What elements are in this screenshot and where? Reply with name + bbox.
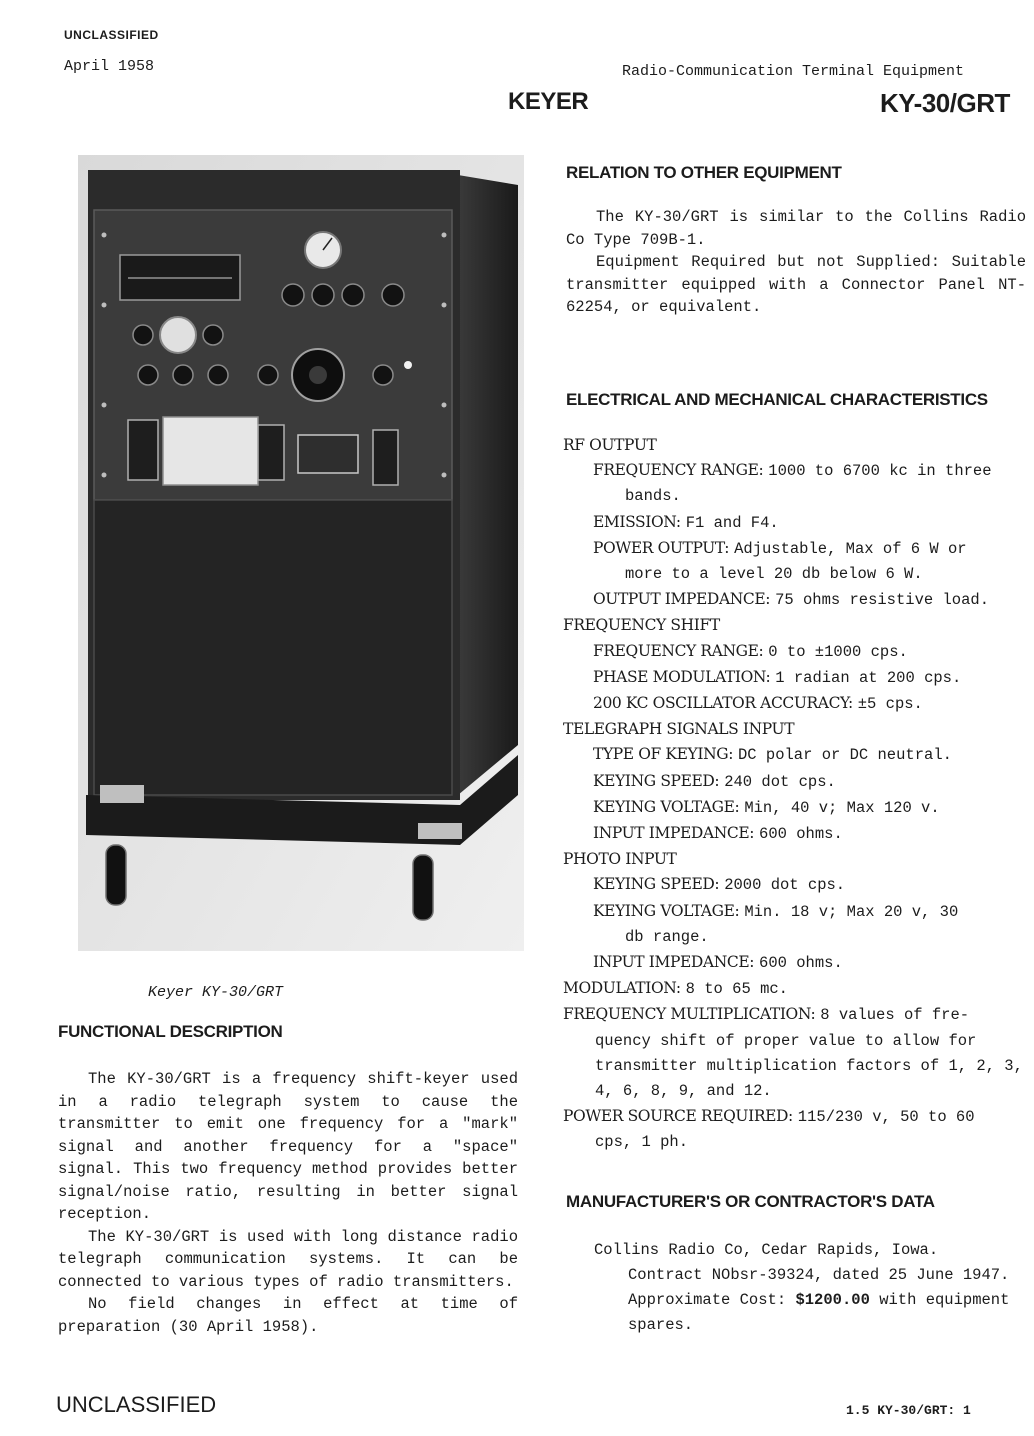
functional-paragraph-2: The KY-30/GRT is used with long distance radio telegraph communication systems. It can be connected to various types of radio transmitters.: [58, 1227, 518, 1291]
photo-keying-voltage-value: Min. 18 v; Max 20 v, 30: [744, 902, 959, 921]
telegraph-keying-speed-label: KEYING SPEED:: [593, 771, 720, 790]
modulation-value: 8 to 65 mc.: [685, 980, 788, 999]
publication-date: April 1958: [64, 58, 155, 75]
telegraph-keying-type: [563, 742, 1025, 768]
rf-frequency-range-label: FREQUENCY RANGE:: [593, 461, 764, 480]
rf-frequency-range-continuation: bands.: [625, 487, 681, 506]
oscillator-accuracy-value: ±5 cps.: [857, 695, 923, 714]
photo-input-impedance: [563, 950, 1025, 976]
photo-keying-speed-value: 2000 dot cps.: [724, 876, 846, 895]
photo-keying-speed-label: KEYING SPEED:: [593, 875, 720, 894]
relation-heading: RELATION TO OTHER EQUIPMENT: [566, 163, 842, 182]
classification-marking-top: UNCLASSIFIED: [64, 28, 159, 42]
functional-paragraph-1: The KY-30/GRT is a frequency shift-keyer used in a radio telegraph system to cause the transmitter to emit one frequency for a "mark" signal and another frequency for a "space" signal. This two frequency method provides better signal/noise ratio, resulting in better signal reception.: [58, 1070, 518, 1223]
rf-power-output: [563, 536, 1025, 587]
rf-emission-label: EMISSION:: [593, 512, 681, 531]
power-source-value: 115/230 v, 50 to 60: [797, 1108, 975, 1127]
power-source-continuation: cps, 1 ph.: [595, 1133, 689, 1152]
photo-input-impedance-label: INPUT IMPEDANCE:: [593, 953, 755, 972]
telegraph-keying-voltage-label: KEYING VOLTAGE:: [593, 797, 740, 816]
photo-keying-speed: [563, 872, 1025, 898]
photo-keying-voltage-continuation: db range.: [625, 927, 709, 946]
telegraph-keying-voltage-value: Min, 40 v; Max 120 v.: [744, 798, 940, 817]
frequency-shift-label: FREQUENCY SHIFT: [563, 616, 720, 635]
functional-description-heading: FUNCTIONAL DESCRIPTION: [58, 1022, 283, 1041]
shift-frequency-range: [563, 639, 1025, 665]
modulation-label: MODULATION:: [563, 979, 681, 998]
telegraph-keying-type-value: DC polar or DC neutral.: [737, 746, 952, 765]
photo-caption: Keyer KY-30/GRT: [148, 984, 284, 1001]
phase-modulation-label: PHASE MODULATION:: [593, 667, 771, 686]
manufacturer-cost: [594, 1288, 1026, 1338]
photo-input-impedance-value: 600 ohms.: [759, 954, 843, 973]
document-title: KEYER: [508, 88, 589, 115]
relation-body: [566, 206, 1026, 319]
photo-input-label: PHOTO INPUT: [563, 850, 677, 869]
functional-description-body: [58, 1068, 518, 1338]
equipment-category: Radio-Communication Terminal Equipment: [622, 63, 965, 80]
oscillator-accuracy-label: 200 KC OSCILLATOR ACCURACY:: [593, 694, 853, 713]
relation-paragraph-2: Equipment Required but not Supplied: Suitable transmitter equipped with a Connector Panel NT-62254, or equivalent.: [566, 253, 1026, 316]
rf-frequency-range-value: 1000 to 6700 kc in three: [768, 462, 992, 481]
manufacturer-contract: Contract NObsr-39324, dated 25 June 1947.: [628, 1266, 1010, 1284]
telegraph-input-label: TELEGRAPH SIGNALS INPUT: [563, 720, 795, 739]
telegraph-input-impedance-value: 600 ohms.: [759, 825, 843, 844]
shift-frequency-range-label: FREQUENCY RANGE:: [593, 641, 764, 660]
manufacturer-body: [594, 1238, 1026, 1338]
rf-power-output-value: Adjustable, Max of 6 W or: [734, 539, 967, 558]
telegraph-keying-speed-value: 240 dot cps.: [724, 772, 836, 791]
phase-modulation: [563, 665, 1025, 691]
photo-keying-voltage: [563, 899, 1025, 950]
power-source: [563, 1104, 1025, 1155]
manufacturer-company: Collins Radio Co, Cedar Rapids, Iowa.: [594, 1241, 939, 1259]
photo-keying-voltage-label: KEYING VOLTAGE:: [593, 901, 740, 920]
electrical-characteristics-body: [563, 433, 1025, 1156]
shift-frequency-range-value: 0 to ±1000 cps.: [768, 642, 908, 661]
manufacturer-heading: MANUFACTURER'S OR CONTRACTOR'S DATA: [566, 1192, 935, 1211]
electrical-characteristics-heading: ELECTRICAL AND MECHANICAL CHARACTERISTICS: [566, 390, 988, 409]
rf-frequency-range: [563, 458, 1025, 509]
telegraph-keying-speed: [563, 769, 1025, 795]
telegraph-input-impedance-label: INPUT IMPEDANCE:: [593, 824, 755, 843]
document-model: KY-30/GRT: [880, 88, 1010, 118]
equipment-photo: [78, 155, 524, 951]
frequency-multiplication-value: 8 values of fre-: [820, 1006, 970, 1025]
rf-emission-value: F1 and F4.: [685, 513, 779, 532]
cost-suffix: with equipment spares.: [628, 1291, 1010, 1334]
modulation: [563, 976, 1025, 1002]
rf-output-impedance: [563, 587, 1025, 613]
functional-paragraph-3: No field changes in effect at time of preparation (30 April 1958).: [58, 1295, 518, 1336]
rf-output-impedance-label: OUTPUT IMPEDANCE:: [593, 590, 771, 609]
rf-emission: [563, 510, 1025, 536]
rf-power-output-continuation: more to a level 20 db below 6 W.: [625, 565, 923, 584]
frequency-multiplication: [563, 1002, 1025, 1104]
rf-output-impedance-value: 75 ohms resistive load.: [775, 591, 989, 610]
rf-output-label: RF OUTPUT: [563, 436, 657, 454]
rf-power-output-label: POWER OUTPUT:: [593, 538, 730, 557]
page-reference: 1.5 KY-30/GRT: 1: [846, 1403, 971, 1418]
cost-value: $1200.00: [795, 1291, 870, 1309]
cost-label: Approximate Cost:: [628, 1291, 787, 1309]
power-source-label: POWER SOURCE REQUIRED:: [563, 1107, 793, 1126]
frequency-multiplication-label: FREQUENCY MULTIPLICATION:: [563, 1005, 816, 1024]
oscillator-accuracy: [563, 691, 1025, 717]
classification-marking-bottom: UNCLASSIFIED: [56, 1392, 217, 1417]
telegraph-keying-voltage: [563, 795, 1025, 821]
phase-modulation-value: 1 radian at 200 cps.: [775, 668, 962, 687]
frequency-multiplication-continuation: quency shift of proper value to allow for transmitter multiplication factors of 1, 2, 3, 4, 6, 8, 9, and 12.: [595, 1031, 1023, 1101]
telegraph-keying-type-label: TYPE OF KEYING:: [593, 745, 734, 764]
relation-paragraph-1: The KY-30/GRT is similar to the Collins Radio Co Type 709B-1.: [566, 208, 1026, 249]
telegraph-input-impedance: [563, 821, 1025, 847]
